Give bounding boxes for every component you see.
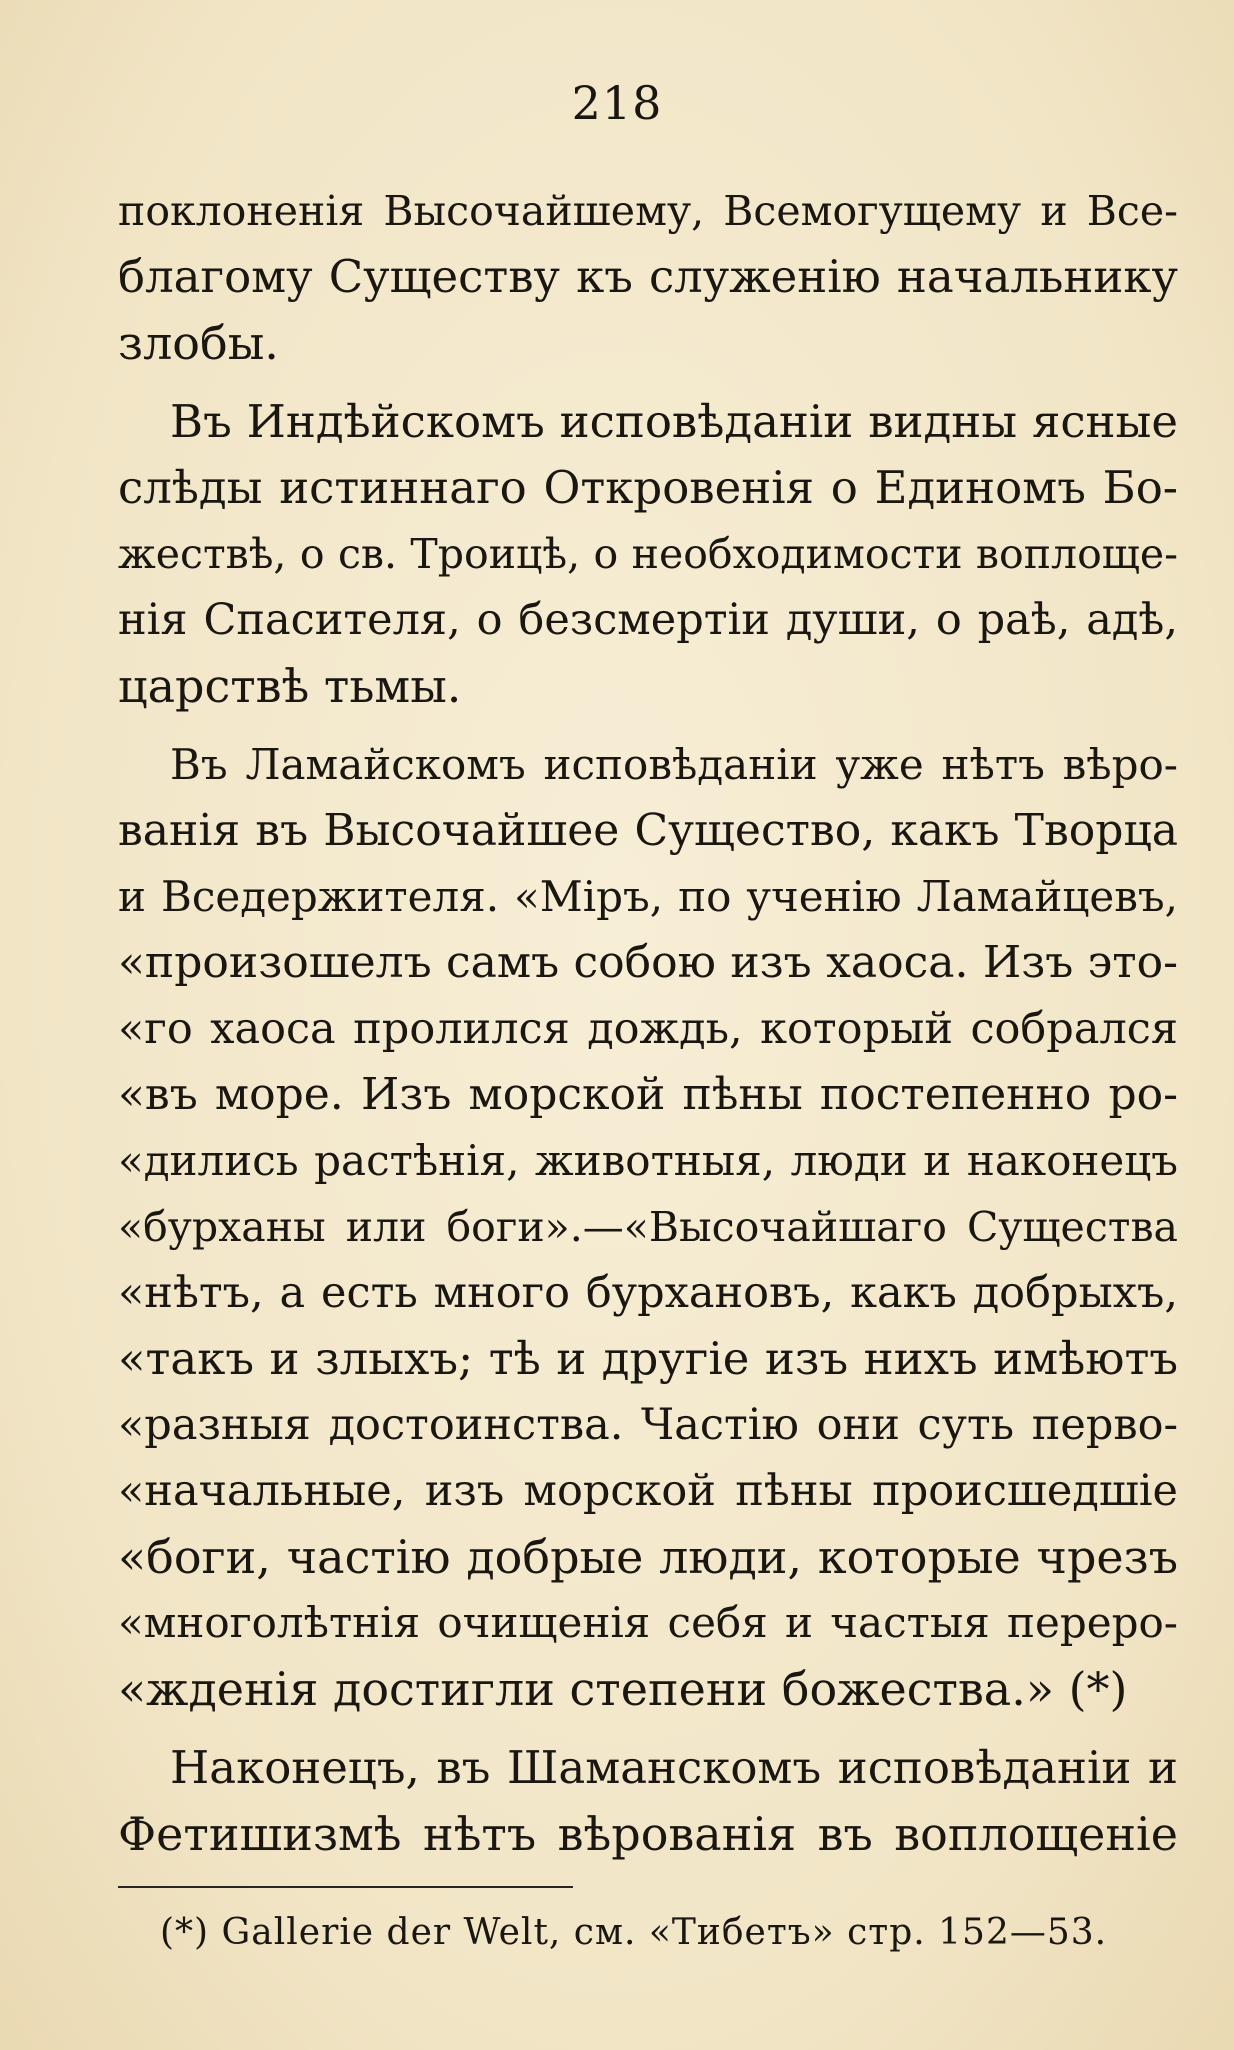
- text-line: «многолѣтнія очищенія себя и частыя переро-: [118, 1598, 1178, 1647]
- footnote-divider: [118, 1886, 573, 1888]
- text-line: «такъ и злыхъ; тѣ и другіе изъ нихъ имѣютъ: [118, 1332, 1178, 1385]
- text-line: и Вседержителя. «Міръ, по ученію Ламайцевъ,: [118, 872, 1178, 921]
- text-line: Въ Ламайскомъ исповѣданіи уже нѣтъ вѣро-: [170, 740, 1178, 789]
- text-line: злобы.: [118, 316, 279, 370]
- text-line: Фетишизмѣ нѣтъ вѣрованія въ воплощеніе: [118, 1807, 1178, 1861]
- text-line: ванія въ Высочайшее Существо, какъ Творца: [118, 805, 1178, 856]
- text-line: «разныя достоинства. Частію они суть перво-: [118, 1400, 1178, 1450]
- text-line: поклоненія Высочайшему, Всемогущему и Все-: [118, 187, 1178, 235]
- text-line: «го хаоса пролился дождь, который собрался: [118, 1004, 1178, 1054]
- text-line: Наконецъ, въ Шаманскомъ исповѣданіи и: [170, 1741, 1178, 1794]
- text-line: благому Существу къ служенію начальнику: [118, 250, 1178, 303]
- footnote: (*) Gallerie der Welt, см. «Тибетъ» стр. 152—53.: [160, 1912, 1108, 1953]
- text-line: «дились растѣнія, животныя, люди и наконецъ: [118, 1136, 1178, 1185]
- text-line: царствѣ тьмы.: [118, 659, 462, 713]
- text-line: жествѣ, о св. Троицѣ, о необходимости воплоще-: [118, 530, 1178, 578]
- page-number: 218: [571, 76, 663, 130]
- text-line: нія Спасителя, о безсмертіи души, о раѣ, адѣ,: [118, 595, 1178, 645]
- text-line: «бурханы или боги».—«Высочайшаго Существа: [118, 1203, 1178, 1251]
- text-line: «въ море. Изъ морской пѣны постепенно ро-: [118, 1069, 1178, 1120]
- text-line: «произошелъ самъ собою изъ хаоса. Изъ это-: [118, 937, 1178, 988]
- text-line: Въ Индѣйскомъ исповѣданіи видны ясные: [170, 395, 1178, 448]
- text-line: «нѣтъ, а есть много бурхановъ, какъ добрыхъ,: [118, 1268, 1178, 1318]
- text-line: слѣды истиннаго Откровенія о Единомъ Бо-: [118, 461, 1178, 514]
- text-line: «жденія достигли степени божества.» (*): [118, 1662, 1128, 1716]
- body-text: [118, 178, 1178, 1867]
- text-line: «начальные, изъ морской пѣны происшедшіе: [118, 1466, 1178, 1516]
- text-line: «боги, частію добрые люди, которые чрезъ: [118, 1530, 1178, 1584]
